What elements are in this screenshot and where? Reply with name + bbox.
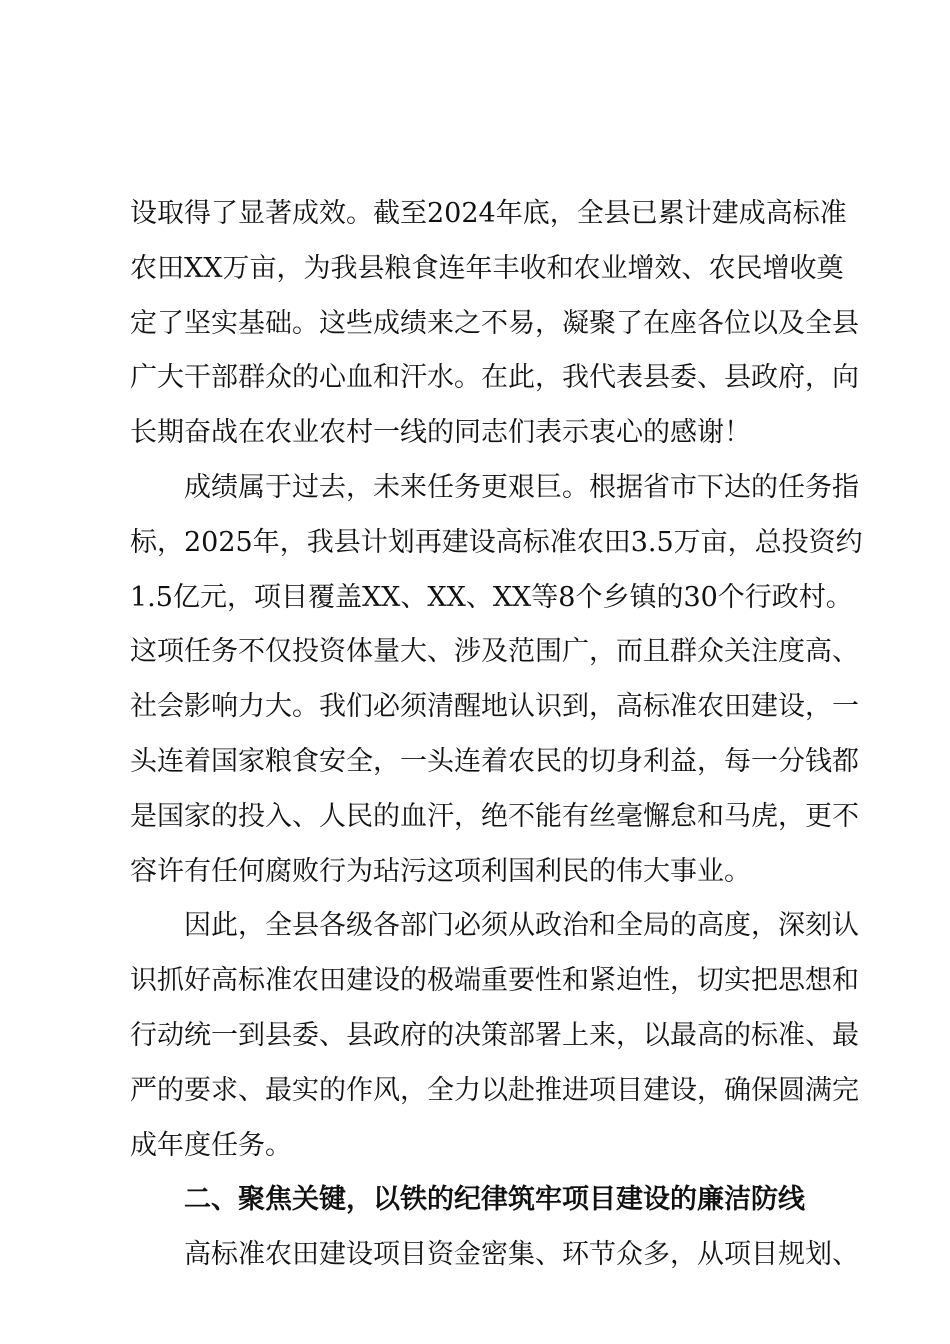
text-line: 识抓好高标准农田建设的极端重要性和紧迫性，切实把思想和 [130, 965, 859, 997]
text-line: 容许有任何腐败行为玷污这项利国利民的伟大事业。 [130, 855, 751, 887]
text-line: 长期奋战在农业农村一线的同志们表示衷心的感谢！ [130, 417, 751, 449]
text-line: 这项任务不仅投资体量大、涉及范围广，而且群众关注度高、 [130, 636, 859, 668]
text-line: 农田XX万亩，为我县粮食连年丰收和农业增效、农民增收奠 [130, 252, 844, 284]
text-line: 严的要求、最实的作风，全力以赴推进项目建设，确保圆满完 [130, 1074, 859, 1106]
text-line: 成绩属于过去，未来任务更艰巨。根据省市下达的任务指 [184, 471, 859, 503]
text-line: 因此，全县各级各部门必须从政治和全局的高度，深刻认 [184, 910, 859, 942]
text-line: 社会影响力大。我们必须清醒地认识到，高标准农田建设，一 [130, 691, 859, 723]
text-line: 成年度任务。 [130, 1129, 292, 1161]
text-line: 是国家的投入、人民的血汗，绝不能有丝毫懈怠和马虎，更不 [130, 800, 859, 832]
text-line: 头连着国家粮食安全，一头连着农民的切身利益，每一分钱都 [130, 745, 859, 777]
text-line: 1.5亿元，项目覆盖XX、XX、XX等8个乡镇的30个行政村。 [130, 581, 853, 613]
text-line: 高标准农田建设项目资金密集、环节众多，从项目规划、 [184, 1239, 859, 1271]
text-line: 定了坚实基础。这些成绩来之不易，凝聚了在座各位以及全县 [130, 307, 859, 339]
text-line: 行动统一到县委、县政府的决策部署上来，以最高的标准、最 [130, 1019, 859, 1051]
document-body [130, 187, 863, 1283]
text-line: 设取得了显著成效。截至2024年底，全县已累计建成高标准 [130, 198, 847, 229]
text-line: 广大干部群众的心血和汗水。在此，我代表县委、县政府，向 [130, 362, 859, 394]
section-heading: 二、聚焦关键，以铁的纪律筑牢项目建设的廉洁防线 [184, 1184, 805, 1216]
text-line: 标，2025年，我县计划再建设高标准农田3.5万亩，总投资约 [130, 526, 863, 558]
